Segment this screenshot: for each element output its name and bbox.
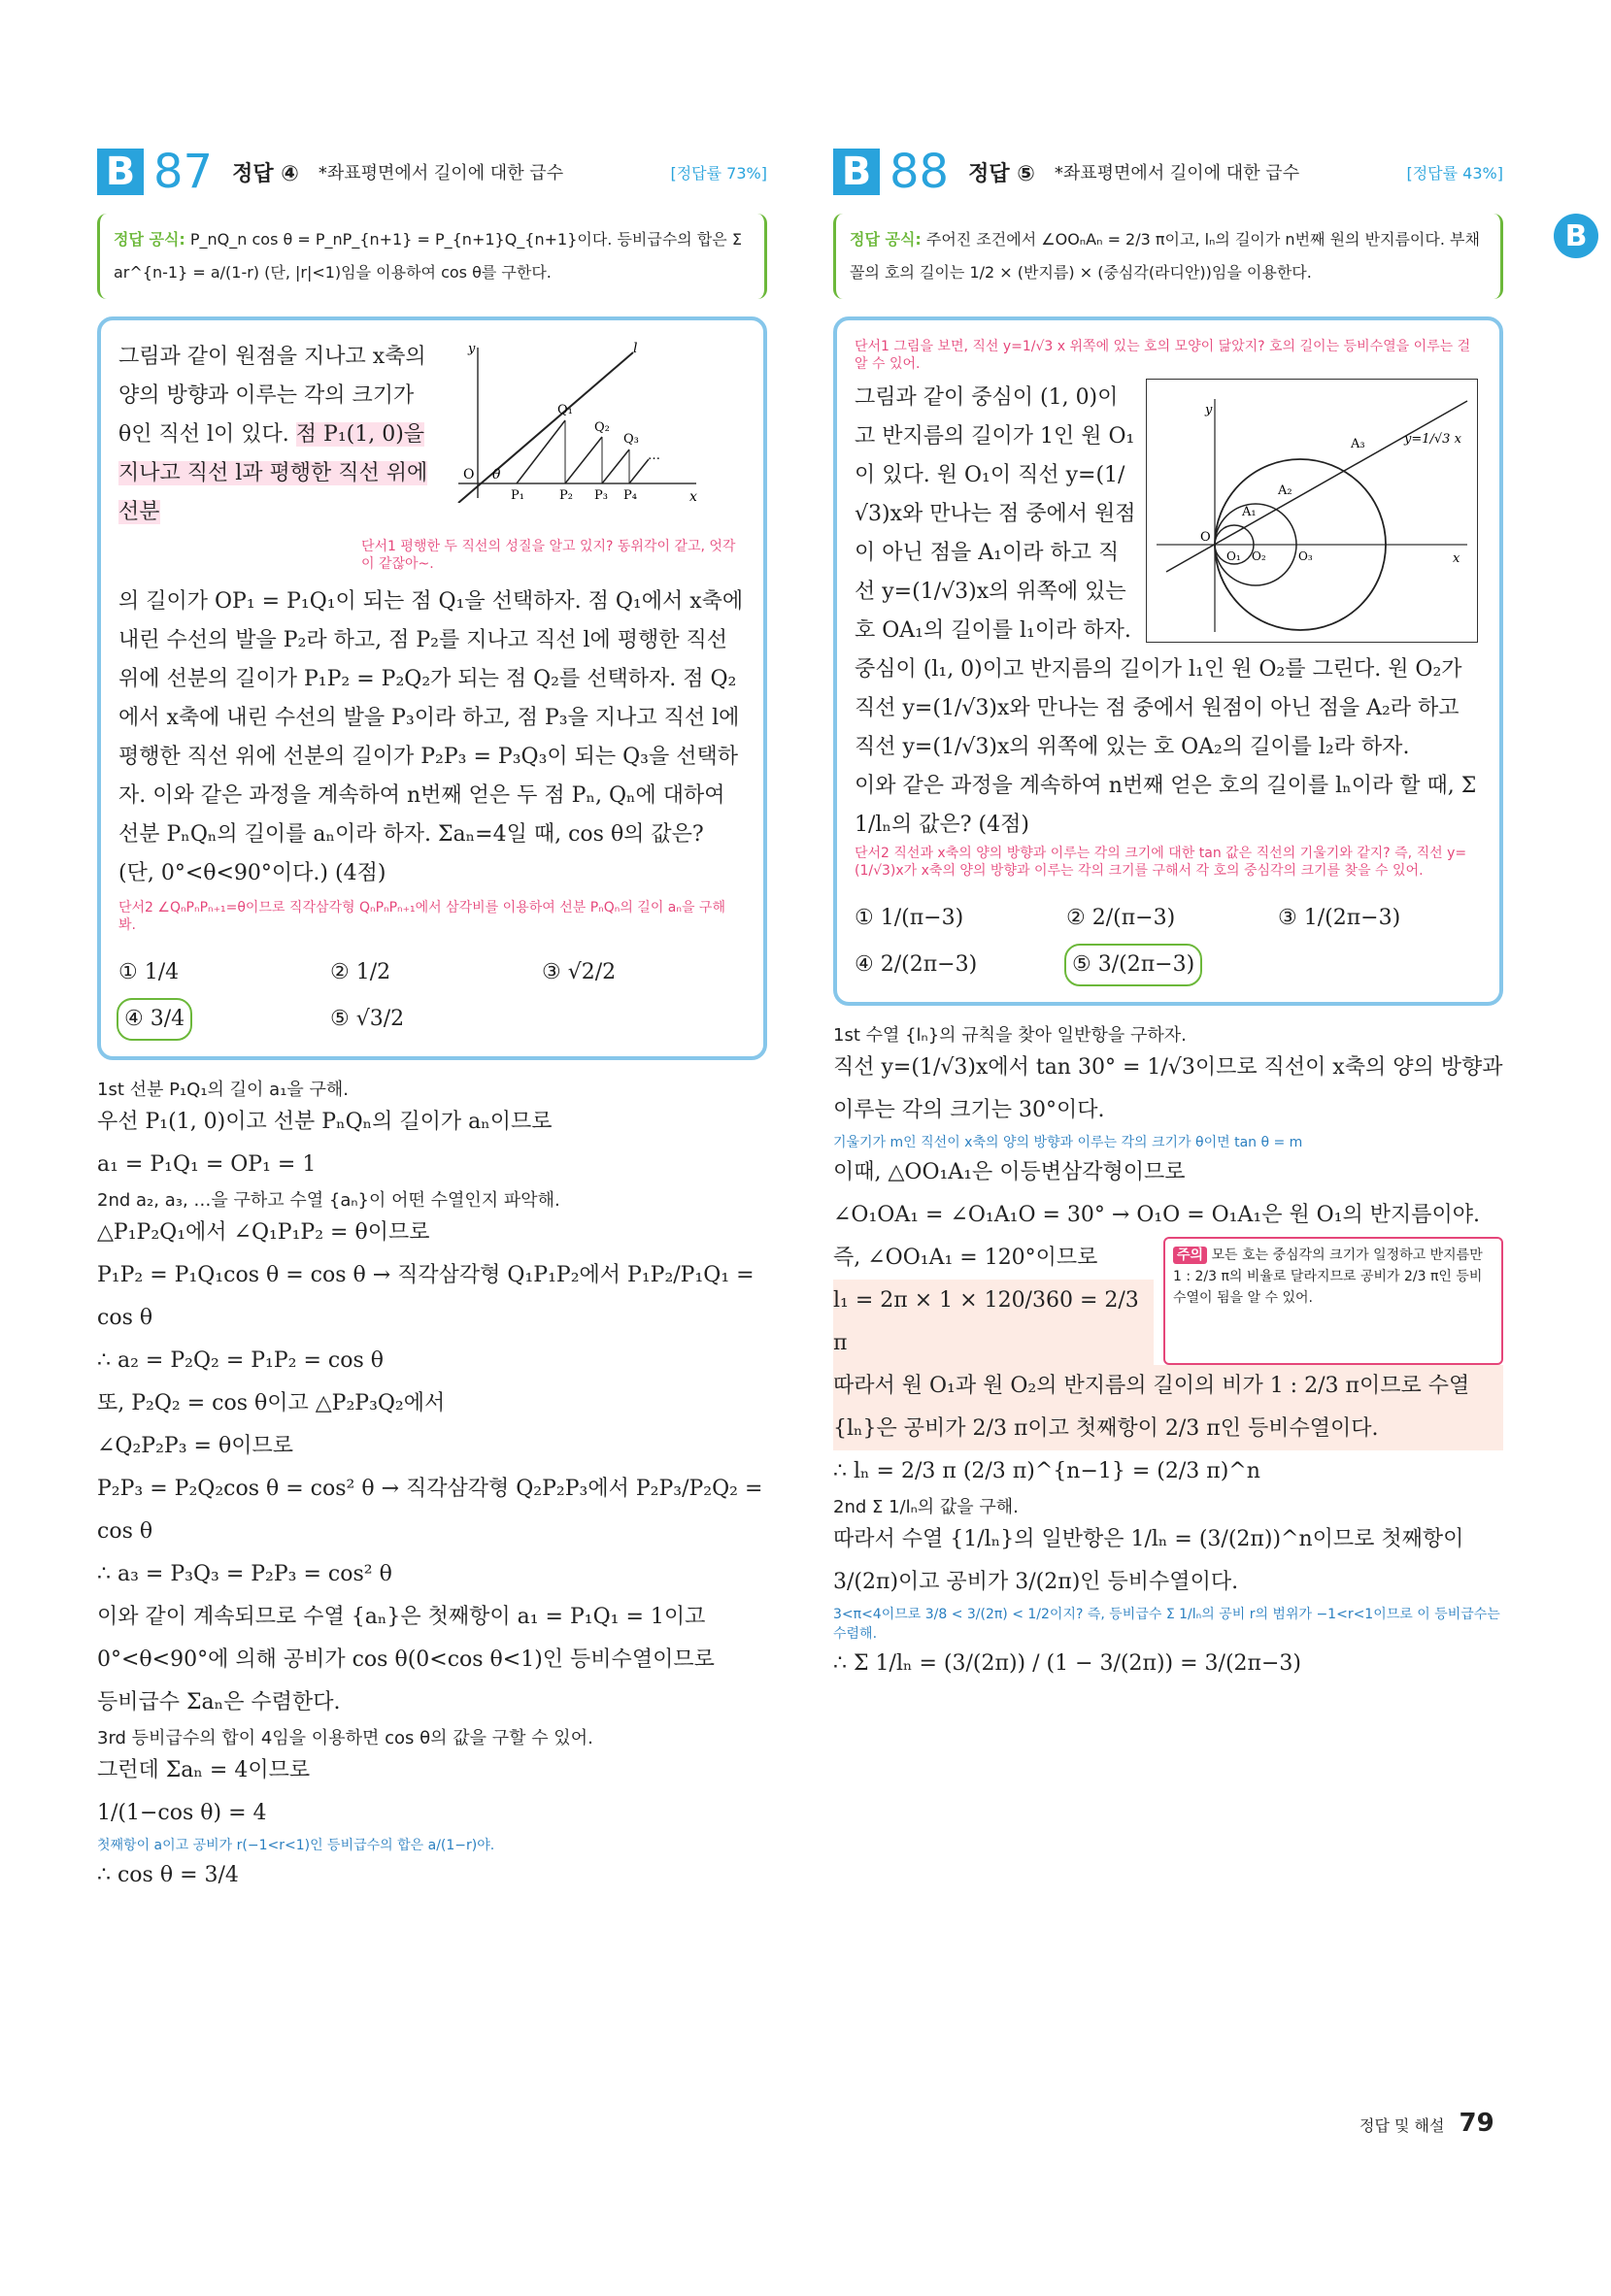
problem-88: [833, 146, 1503, 1685]
choice-2[interactable]: ② 2/(π−3): [1066, 906, 1176, 930]
formula-label: 정답 공식:: [850, 230, 922, 249]
problem-87: [97, 146, 767, 1897]
solution-line: 즉, ∠OO₁A₁ = 120°이므로: [833, 1246, 1098, 1270]
figure-88: [1146, 379, 1478, 643]
solution-line: a₁ = P₁Q₁ = OP₁ = 1: [97, 1152, 317, 1177]
q2-label: Q₂: [594, 420, 610, 435]
solution-line: 2nd a₂, a₃, …을 구하고 수열 {aₙ}이 어떤 수열인지 파악해.: [97, 1190, 560, 1211]
solution-line: 직선 y=(1/√3)x에서 tan 30° = 1/√3이므로 직선이 x축의 양의 방향과 이루는 각의 크기는 30°이다.: [833, 1055, 1503, 1122]
hint-1: 단서1 그림을 보면, 직선 y=1/√3 x 위쪽에 있는 호의 모양이 닮았지? 호의 길이는 등비수열을 이루는 걸 알 수 있어.: [855, 339, 1471, 372]
solution-line: ∴ a₃ = P₃Q₃ = P₂P₃ = cos² θ: [97, 1562, 392, 1586]
solution-line: P₂P₃ = P₂Q₂cos θ = cos² θ → 직각삼각형 Q₂P₂P₃에서 P₂P₃/P₂Q₂ = cos θ: [97, 1477, 763, 1544]
hint-2: 단서2 ∠QₙPₙPₙ₊₁=θ이므로 직각삼각형 QₙPₙPₙ₊₁에서 삼각비를 이용하여 선분 PₙQₙ의 길이 aₙ을 구해 봐.: [118, 900, 725, 933]
solution-note: 기울기가 m인 직선이 x축의 양의 방향과 이루는 각의 크기가 θ이면 tan θ = m: [833, 1135, 1303, 1150]
formula-text: 주어진 조건에서 ∠OOₙAₙ = 2/3 π이고, lₙ의 길이가 n번째 원의 반지름이다. 부채꼴의 호의 길이는 1/2 × (반지름) × (중심각(라디안))임을 이용한다.: [850, 230, 1480, 282]
solution-line: 이때, △OO₁A₁은 이등변삼각형이므로: [833, 1160, 1186, 1184]
hint-2: 단서2 직선과 x축의 양의 방향과 이루는 각의 크기에 대한 tan 값은 직선의 기울기와 같지? 즉, 직선 y=(1/√3)x가 x축의 양의 방향과 이루는 각의 크기를 구해서 각 호의 중심각의 크기를 찾을 수 있어.: [855, 846, 1467, 879]
solution-note: 3<π<4이므로 3/8 < 3/(2π) < 1/2이지? 즉, 등비급수 Σ 1/lₙ의 공비 r의 범위가 −1<r<1이므로 이 등비급수는 수렴해.: [833, 1607, 1500, 1642]
x-label: x: [689, 489, 697, 503]
p2-label: P₂: [559, 488, 573, 503]
problem-box: [833, 316, 1503, 1006]
solution-line: 1st 수열 {lₙ}의 규칙을 찾아 일반항을 구하자.: [833, 1025, 1187, 1046]
solution-answer: ∴ cos θ = 3/4: [97, 1863, 239, 1887]
line-y-x-sqrt3: [1166, 401, 1467, 572]
footer-label: 정답 및 해설: [1359, 2116, 1445, 2135]
problem-number: 88: [889, 145, 950, 199]
warning-label: 주의: [1173, 1247, 1207, 1264]
solution-line: 등비급수 Σaₙ은 수렴한다.: [97, 1690, 341, 1714]
choice-1[interactable]: ① 1/4: [118, 960, 180, 984]
problem-88-header: [833, 146, 1503, 198]
choice-1[interactable]: ① 1/(π−3): [855, 906, 964, 930]
problem-text-1: 그림과 같이 원점을 지나고 x축의 양의 방향과 이루는 각의 크기가 θ인 직선 l이 있다.: [118, 345, 426, 447]
o2-label: O₂: [1252, 549, 1266, 563]
solution-line: l₁ = 2π × 1 × 120/360 = 2/3 π: [833, 1280, 1154, 1365]
solution-line: ∴ a₂ = P₂Q₂ = P₁P₂ = cos θ: [97, 1348, 385, 1373]
answer-label: 정답 ⑤: [968, 161, 1035, 186]
choice-3[interactable]: ③ √2/2: [542, 960, 617, 984]
origin-label: O: [1200, 530, 1211, 545]
choice-5[interactable]: ⑤ √3/2: [330, 1007, 405, 1031]
x-label: x: [1453, 551, 1460, 566]
solution-line: 1/(1−cos θ) = 4: [97, 1801, 267, 1825]
solution-line: 우선 P₁(1, 0)이고 선분 PₙQₙ의 길이가 aₙ이므로: [97, 1110, 553, 1134]
solution-line: 2nd Σ 1/lₙ의 값을 구해.: [833, 1497, 1019, 1517]
solution-line: 따라서 원 O₁과 원 O₂의 반지름의 길이의 비가 1 : 2/3 π이므로 수열 {lₙ}은 공비가 2/3 π이고 첫째항이 2/3 π인 등비수열이다.: [833, 1365, 1503, 1450]
segment-p2q2: [565, 437, 602, 483]
figure-87: [439, 338, 701, 503]
problem-number: 87: [153, 145, 214, 199]
l-label: l: [633, 341, 638, 356]
solution-line: 또, P₂Q₂ = cos θ이고 △P₂P₃Q₂에서: [97, 1391, 446, 1415]
y-label: y: [468, 342, 476, 356]
theta-label: θ: [492, 467, 501, 482]
o3-label: O₃: [1298, 549, 1313, 563]
p4-label: P₄: [623, 488, 637, 503]
solution-87: [97, 1076, 767, 1897]
line-label: y=1/√3 x: [1404, 432, 1461, 447]
problem-text-2: 중심이 (l₁, 0)이고 반지름의 길이가 l₁인 원 O₂를 그린다. 원 O₂가 직선 y=(1/√3)x와 만나는 점 중에서 원점이 아닌 점을 A₂라 하고 직선 y=(1/√3)x의 위쪽에 있는 호 OA₂의 길이를 l₂라 하자.: [855, 657, 1462, 759]
problem-text-1: 그림과 같이 중심이 (1, 0)이고 반지름의 길이가 1인 원 O₁이 있다. 원 O₁이 직선 y=(1/√3)x와 만나는 점 중에서 원점이 아닌 점을 A₁이라 하고 직선 y=(1/√3)x의 위쪽에 있는 호 OA₁의 길이를 l₁이라 하자.: [855, 385, 1136, 643]
solution-line: ∠O₁OA₁ = ∠O₁A₁O = 30° → O₁O = O₁A₁은 원 O₁의 반지름이야.: [833, 1203, 1481, 1227]
q3-label: Q₃: [623, 432, 639, 447]
solution-line: ∴ lₙ = 2/3 π (2/3 π)^{n−1} = (2/3 π)^n: [833, 1459, 1260, 1483]
answer-formula: [97, 214, 767, 299]
a3-label: A₃: [1351, 437, 1365, 451]
solution-line: 따라서 수열 {1/lₙ}의 일반항은 1/lₙ = (3/(2π))^n이므로 첫째항이 3/(2π)이고 공비가 3/(2π)인 등비수열이다.: [833, 1527, 1464, 1594]
warning-box: [1163, 1237, 1503, 1365]
origin-label: O: [463, 467, 475, 482]
answer-formula: [833, 214, 1503, 299]
solution-answer: ∴ Σ 1/lₙ = (3/(2π)) / (1 − 3/(2π)) = 3/(2π−3): [833, 1651, 1302, 1676]
solution-line: ∠Q₂P₂P₃ = θ이므로: [97, 1434, 293, 1458]
solution-88: [833, 1021, 1503, 1685]
problem-box: [97, 316, 767, 1060]
p3-label: P₃: [594, 488, 608, 503]
solution-line: 그런데 Σaₙ = 4이므로: [97, 1758, 311, 1782]
page-footer: [1359, 2109, 1494, 2138]
a2-label: A₂: [1278, 483, 1292, 498]
p1-label: P₁: [511, 488, 524, 503]
page-number: 79: [1459, 2109, 1494, 2138]
choice-4[interactable]: ④ 3/4: [118, 1000, 190, 1039]
segment-p1q1: [517, 420, 565, 483]
topic: *좌표평면에서 길이에 대한 급수: [1054, 163, 1300, 183]
hint-1: 단서1 평행한 두 직선의 성질을 알고 있지? 동위각이 같고, 엇각이 같잖아~.: [361, 539, 736, 572]
choice-3[interactable]: ③ 1/(2π−3): [1278, 906, 1401, 930]
solution-line: 이와 같이 계속되므로 수열 {aₙ}은 첫째항이 a₁ = P₁Q₁ = 1이고: [97, 1605, 706, 1629]
solution-line: 3rd 등비급수의 합이 4임을 이용하면 cos θ의 값을 구할 수 있어.: [97, 1728, 593, 1748]
solution-line: 1st 선분 P₁Q₁의 길이 a₁을 구해.: [97, 1080, 350, 1100]
o1-label: O₁: [1226, 549, 1241, 563]
solution-note: 첫째항이 a이고 공비가 r(−1<r<1)인 등비급수의 합은 a/(1−r)야.: [97, 1838, 495, 1853]
section-b-tab: B: [1554, 214, 1598, 258]
choices: [118, 953, 746, 1039]
segment-p4: [629, 459, 649, 483]
solution-line: △P₁P₂Q₁에서 ∠Q₁P₁P₂ = θ이므로: [97, 1220, 430, 1245]
formula-text: P_nQ_n cos θ = P_nP_{n+1} = P_{n+1}Q_{n+1}이다. 등비급수의 합은 Σ ar^{n-1} = a/(1-r) (단, |r|<1)임을 이용하여 cos θ를 구한다.: [114, 230, 742, 282]
problem-intro: [118, 338, 429, 532]
choices: [855, 899, 1482, 984]
correct-rate: [정답률 43%]: [1406, 163, 1503, 183]
problem-87-header: [97, 146, 767, 198]
section-badge: B: [833, 149, 880, 195]
segment-p3q3: [602, 449, 629, 483]
formula-label: 정답 공식:: [114, 230, 185, 249]
problem-text-2: 점 P₁(1, 0)을 지나고 직선 l과 평행한 직선 위에 선분: [118, 422, 428, 524]
a1-label: A₁: [1242, 505, 1257, 519]
solution-line: 0°<θ<90°에 의해 공비가 cos θ(0<cos θ<1)인 등비수열이므로: [97, 1647, 715, 1672]
warning-text: 모든 호는 중심각의 크기가 일정하고 반지름만 1 : 2/3 π의 비율로 달라지므로 공비가 2/3 π인 등비수열이 됨을 알 수 있어.: [1173, 1248, 1483, 1306]
choice-2[interactable]: ② 1/2: [330, 960, 391, 984]
y-label: y: [1205, 403, 1213, 417]
solution-line: P₁P₂ = P₁Q₁cos θ = cos θ → 직각삼각형 Q₁P₁P₂에서 P₁P₂/P₁Q₁ = cos θ: [97, 1263, 755, 1330]
correct-rate: [정답률 73%]: [670, 163, 767, 183]
choice-5[interactable]: ⑤ 3/(2π−3): [1066, 946, 1200, 984]
section-badge: B: [97, 149, 144, 195]
dots-label: …: [648, 449, 660, 463]
topic: *좌표평면에서 길이에 대한 급수: [318, 163, 564, 183]
problem-text-3: 이와 같은 과정을 계속하여 n번째 얻은 호의 길이를 lₙ이라 할 때, Σ 1/lₙ의 값은? (4점): [855, 774, 1477, 837]
answer-label: 정답 ④: [232, 161, 299, 186]
choice-4[interactable]: ④ 2/(2π−3): [855, 952, 978, 977]
problem-text-3: 의 길이가 OP₁ = P₁Q₁이 되는 점 Q₁을 선택하자. 점 Q₁에서 x축에 내린 수선의 발을 P₂라 하고, 점 P₂를 지나고 직선 l에 평행한 직선 위에 선분의 길이가 P₁P₂ = P₂Q₂가 되는 점 Q₂를 선택하자. 점 Q₂에서 x축에 내린 수선의 발을 P₃이라 하고, 점 P₃을 지나고 직선 l에 평행한 직선 위에 선분의 길이가 P₂P₃ = P₃Q₃이 되는 Q₃을 선택하자. 이와 같은 과정을 계속하여 n번째 얻은 두 점 Pₙ, Qₙ에 대하여 선분 PₙQₙ의 길이를 aₙ이라 하자. Σaₙ=4일 때, cos θ의 값은? (단, 0°<θ<90°이다.) (4점): [118, 589, 744, 885]
q1-label: Q₁: [557, 403, 573, 417]
